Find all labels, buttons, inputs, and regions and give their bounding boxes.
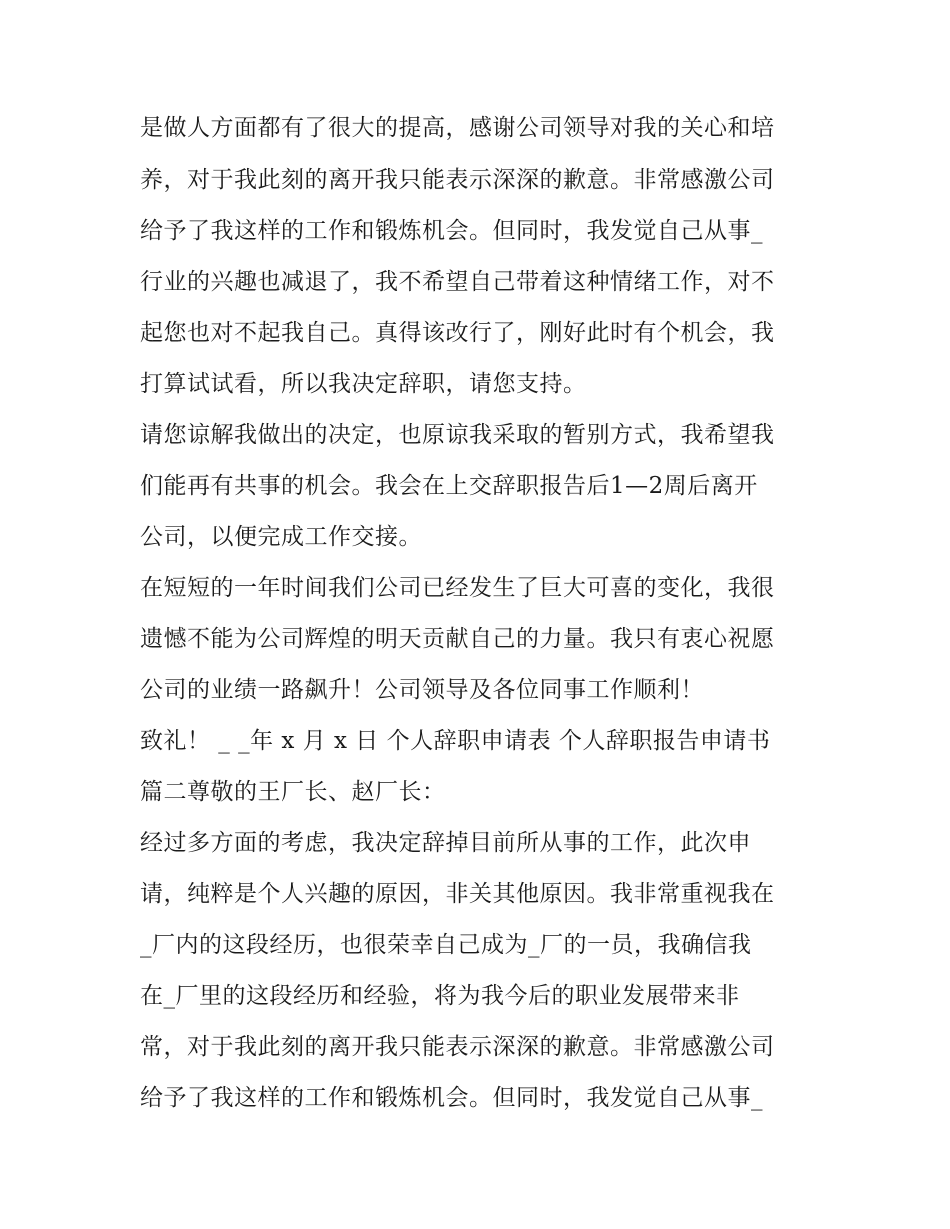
text-line: 公司的业绩一路飙升！公司领导及各位同事工作顺利！ — [140, 677, 704, 703]
text-line: 养，对于我此刻的离开我只能表示深深的歉意。非常感激公司 — [140, 167, 775, 193]
text-line: 致礼！ _ _年 x 月 x 日 个人辞职申请表 个人辞职报告申请书 — [140, 728, 771, 754]
text-line: 请您谅解我做出的决定，也原谅我采取的暂别方式，我希望我 — [140, 422, 775, 448]
text-line: 常，对于我此刻的离开我只能表示深深的歉意。非常感激公司 — [140, 1034, 775, 1060]
text-line: 请，纯粹是个人兴趣的原因，非关其他原因。我非常重视我在 — [140, 881, 775, 907]
text-line: 是做人方面都有了很大的提高，感谢公司领导对我的关心和培 — [140, 115, 775, 141]
text-line: _厂内的这段经历，也很荣幸自己成为_厂的一员，我确信我 — [140, 932, 752, 958]
text-line: 起您也对不起我自己。真得该改行了，刚好此时有个机会，我 — [140, 320, 775, 346]
text-line: 经过多方面的考虑，我决定辞掉目前所从事的工作，此次申 — [140, 830, 751, 856]
text-line: 公司，以便完成工作交接。 — [140, 524, 422, 550]
text-line: 篇二尊敬的王厂长、赵厂长： — [140, 779, 446, 805]
text-line: 遗憾不能为公司辉煌的明天贡献自己的力量。我只有衷心祝愿 — [140, 626, 775, 652]
text-line: 行业的兴趣也减退了，我不希望自己带着这种情绪工作，对不 — [140, 269, 775, 295]
text-line: 打算试试看，所以我决定辞职，请您支持。 — [140, 371, 587, 397]
text-line: 给予了我这样的工作和锻炼机会。但同时，我发觉自己从事_ — [140, 218, 763, 244]
text-line: 在短短的一年时间我们公司已经发生了巨大可喜的变化，我很 — [140, 575, 775, 601]
text-line: 给予了我这样的工作和锻炼机会。但同时，我发觉自己从事_ — [140, 1085, 763, 1111]
text-line: 在_厂里的这段经历和经验，将为我今后的职业发展带来非 — [140, 983, 740, 1009]
text-line: 们能再有共事的机会。我会在上交辞职报告后1—2周后离开 — [140, 473, 758, 499]
